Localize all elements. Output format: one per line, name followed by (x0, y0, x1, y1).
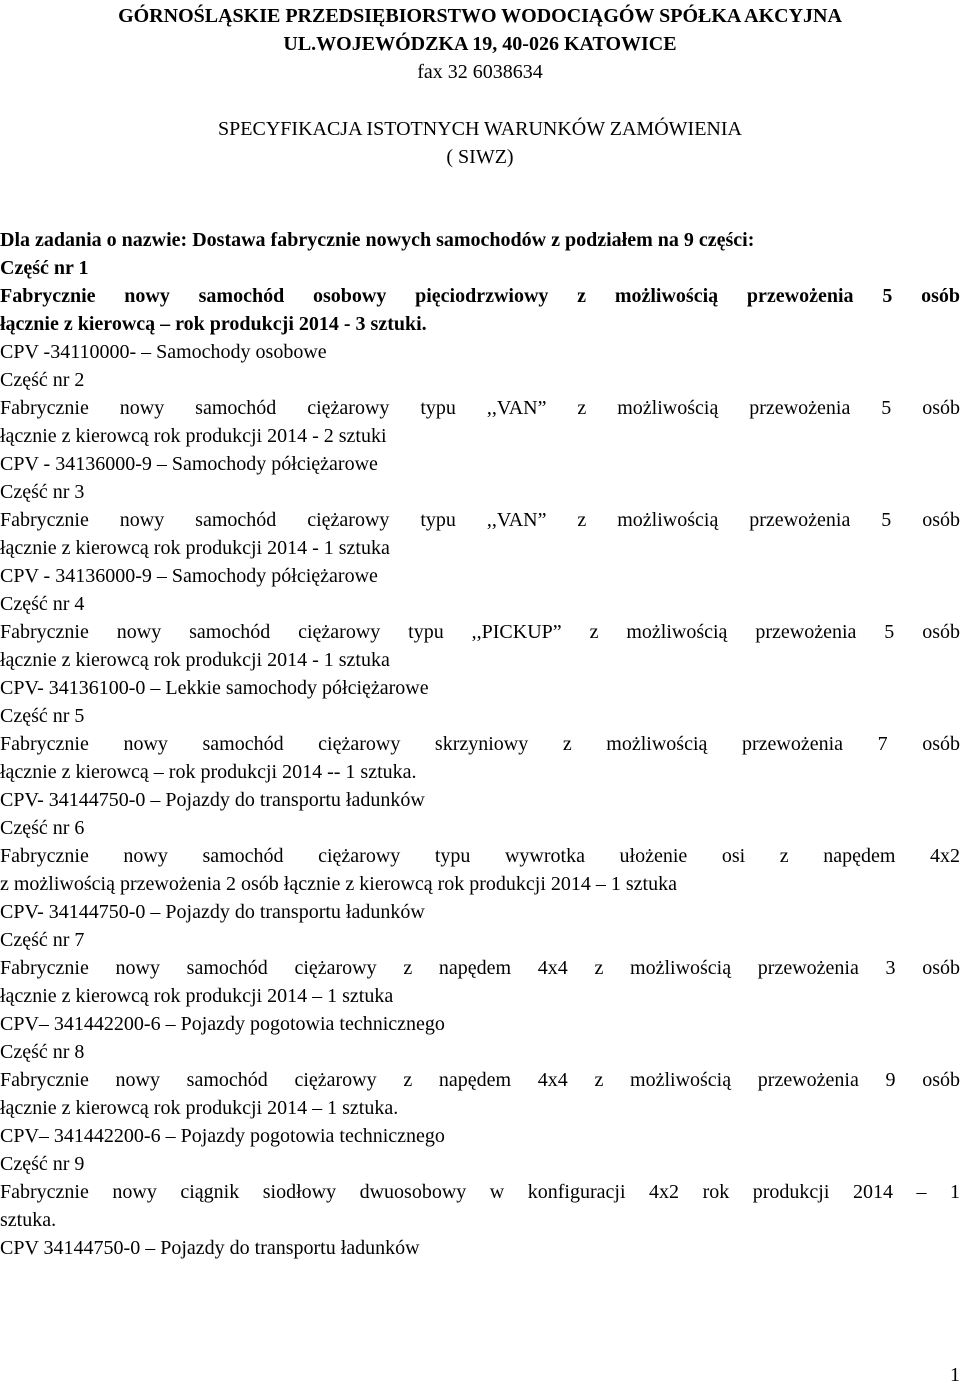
part-description-line2: łącznie z kierowcą – rok produkcji 2014 - 3 sztuki. (0, 313, 427, 335)
part-label: Część nr 6 (0, 817, 85, 839)
document-title-line2: ( SIWZ) (446, 146, 514, 168)
company-header (0, 0, 960, 58)
part-section (0, 1038, 960, 1150)
part-label: Część nr 3 (0, 481, 85, 503)
part-description-line2: łącznie z kierowcą rok produkcji 2014 - 2 sztuki (0, 425, 387, 447)
part-section (0, 926, 960, 1038)
part-description-line2: łącznie z kierowcą rok produkcji 2014 – 1 sztuka. (0, 1097, 399, 1119)
part-section (0, 814, 960, 926)
part-cpv: CPV -34110000- – Samochody osobowe (0, 341, 327, 363)
part-cpv: CPV– 341442200-6 – Pojazdy pogotowia technicznego (0, 1013, 445, 1035)
part-cpv: CPV- 34144750-0 – Pojazdy do transportu ładunków (0, 789, 425, 811)
part-description-line2: łącznie z kierowcą rok produkcji 2014 - 1 sztuka (0, 649, 390, 671)
part-section (0, 590, 960, 702)
part-description-line1: Fabrycznie nowy ciągnik siodłowy dwuosobowy w konfiguracji 4x2 rok produkcji 2014 – 1 (0, 1181, 960, 1203)
part-label: Część nr 9 (0, 1153, 85, 1175)
part-description-line2: z możliwością przewożenia 2 osób łącznie z kierowcą rok produkcji 2014 – 1 sztuka (0, 873, 677, 895)
part-cpv: CPV- 34136100-0 – Lekkie samochody półciężarowe (0, 677, 429, 699)
part-cpv: CPV - 34136000-9 – Samochody półciężarowe (0, 453, 378, 475)
part-description-line2: łącznie z kierowcą – rok produkcji 2014 -- 1 sztuka. (0, 761, 417, 783)
part-label: Część nr 8 (0, 1041, 85, 1063)
part-section (0, 702, 960, 814)
company-name: GÓRNOŚLĄSKIE PRZEDSIĘBIORSTWO WODOCIĄGÓW SPÓŁKA AKCYJNA (118, 5, 842, 27)
part-description-line1: Fabrycznie nowy samochód ciężarowy typu ,,VAN” z możliwością przewożenia 5 osób (0, 397, 960, 419)
part-description-line2: sztuka. (0, 1209, 57, 1231)
part-section (0, 1150, 960, 1262)
part-description-line2: łącznie z kierowcą rok produkcji 2014 – 1 sztuka (0, 985, 394, 1007)
part-description-line1: Fabrycznie nowy samochód ciężarowy typu ,,VAN” z możliwością przewożenia 5 osób (0, 509, 960, 531)
part-description-line1: Fabrycznie nowy samochód ciężarowy z napędem 4x4 z możliwością przewożenia 9 osób (0, 1069, 960, 1091)
part-cpv: CPV- 34144750-0 – Pojazdy do transportu ładunków (0, 901, 425, 923)
part-section (0, 366, 960, 478)
part-label: Część nr 4 (0, 593, 85, 615)
part-section (0, 478, 960, 590)
part-description-line1: Fabrycznie nowy samochód ciężarowy typu wywrotka ułożenie osi z napędem 4x2 (0, 845, 960, 867)
part-label: Część nr 1 (0, 257, 89, 279)
part-label: Część nr 7 (0, 929, 85, 951)
document-body (0, 226, 960, 1262)
intro-text: Dla zadania o nazwie: Dostawa fabrycznie nowych samochodów z podziałem na 9 części: (0, 229, 755, 251)
company-address: UL.WOJEWÓDZKA 19, 40-026 KATOWICE (283, 33, 677, 55)
part-description-line1: Fabrycznie nowy samochód ciężarowy typu ,,PICKUP” z możliwością przewożenia 5 osób (0, 621, 960, 643)
part-description-line1: Fabrycznie nowy samochód osobowy pięciodrzwiowy z możliwością przewożenia 5 osób (0, 285, 960, 307)
part-cpv: CPV 34144750-0 – Pojazdy do transportu ładunków (0, 1237, 420, 1259)
document-title (0, 115, 960, 171)
part-cpv: CPV - 34136000-9 – Samochody półciężarowe (0, 565, 378, 587)
part-label: Część nr 2 (0, 369, 85, 391)
part-description-line1: Fabrycznie nowy samochód ciężarowy z napędem 4x4 z możliwością przewożenia 3 osób (0, 957, 960, 979)
part-description-line2: łącznie z kierowcą rok produkcji 2014 - 1 sztuka (0, 537, 390, 559)
company-fax: fax 32 6038634 (417, 61, 543, 83)
part-cpv: CPV– 341442200-6 – Pojazdy pogotowia technicznego (0, 1125, 445, 1147)
part-description-line1: Fabrycznie nowy samochód ciężarowy skrzyniowy z możliwością przewożenia 7 osób (0, 733, 960, 755)
part-section (0, 254, 960, 366)
part-label: Część nr 5 (0, 705, 85, 727)
page-number: 1 (950, 1364, 960, 1386)
document-title-line1: SPECYFIKACJA ISTOTNYCH WARUNKÓW ZAMÓWIENIA (218, 118, 742, 140)
